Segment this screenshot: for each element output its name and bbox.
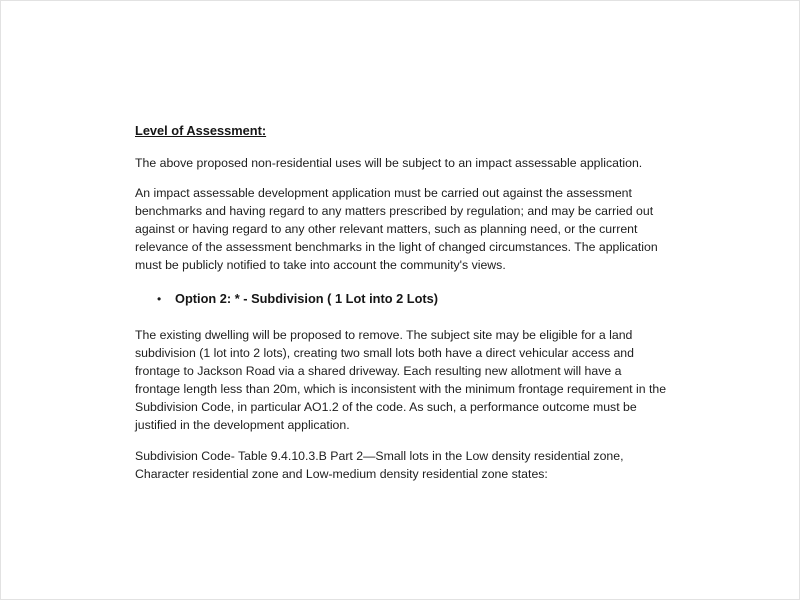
paragraph-intro: The above proposed non-residential uses will be subject to an impact assessable application. [135,156,643,170]
paragraph-subdivision-proposal: The existing dwelling will be proposed to remove. The subject site may be eligible for a land subdivision (1 lot into 2 lots), creating two small lots both have a direct vehicular access and frontage to Jackson Road via a shared driveway. Each resulting new allotment will have a frontage length less than 20m, which is inconsistent with the minimum frontage requirement in the Subdivision Code, in particular AO1.2 of the code. As such, a performance outcome must be justified in the development application. [135,328,667,432]
paragraph-impact-assessable: An impact assessable development application must be carried out against the assessment benchmarks and having regard to any matters prescribed by regulation; and may be carried out against or having regard to any other relevant matters, such as planning need, or the current relevance of the assessment benchmarks in the light of changed circumstances. The application must be publicly notified to take into account the community's views. [135,186,658,272]
document-body [135,122,668,496]
bullet-option-2-label: Option 2: * - Subdivision ( 1 Lot into 2 Lots) [175,291,439,306]
heading-level-of-assessment: Level of Assessment: [135,123,267,138]
bullet-icon: • [157,292,162,306]
bullet-option-2 [135,290,668,308]
paragraph-subdivision-code-reference: Subdivision Code- Table 9.4.10.3.B Part 2—Small lots in the Low density residential zone, Character residential zone and Low-medium density residential zone states: [135,449,624,481]
